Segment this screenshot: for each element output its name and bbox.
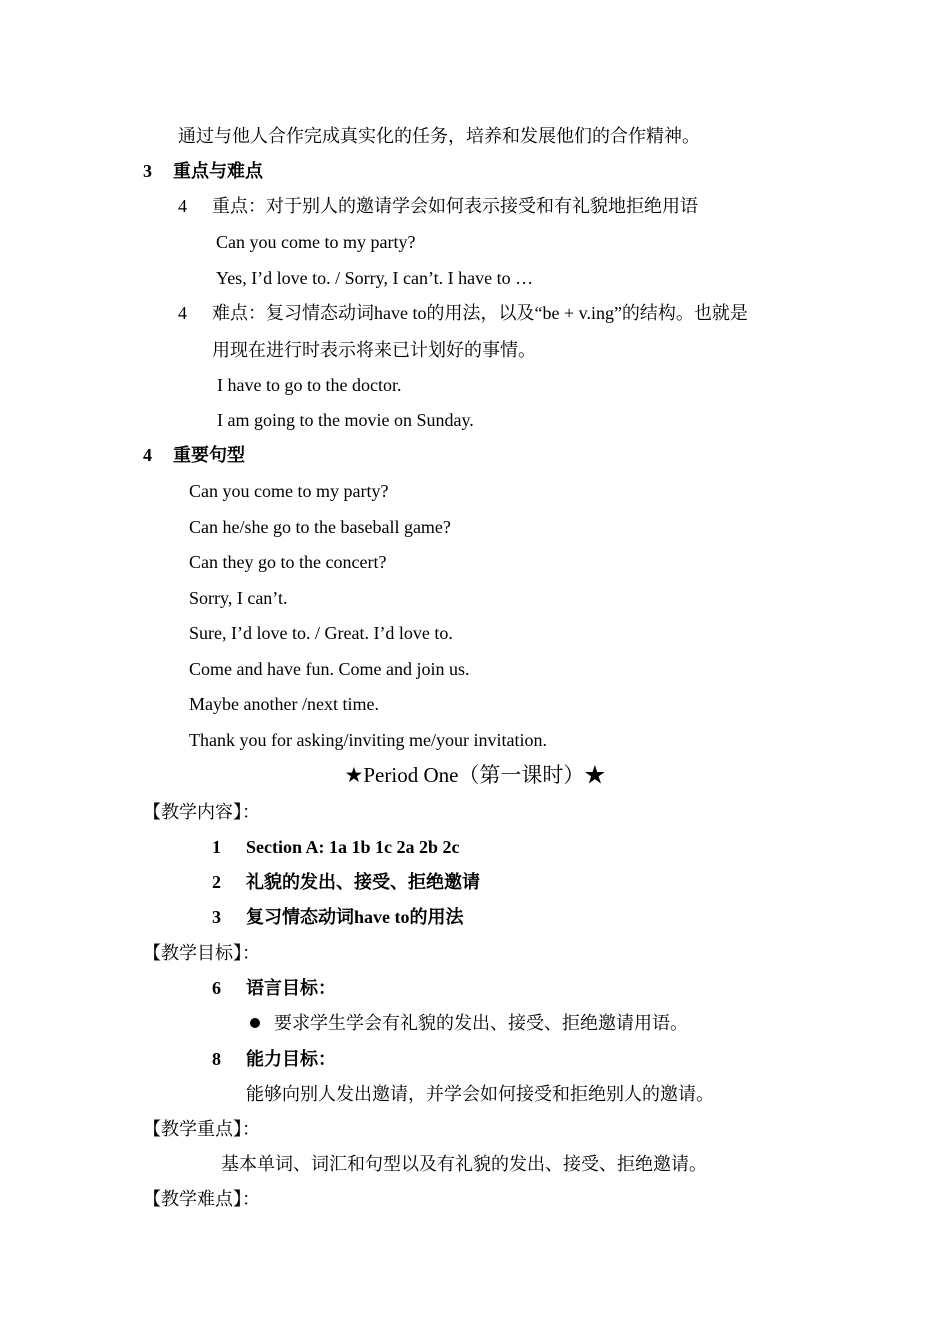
difficult-points-label: 【教学难点】： — [143, 1189, 260, 1209]
key-sentence: Maybe another /next time. — [189, 694, 379, 714]
section-title: 重点与难点 — [173, 161, 263, 181]
bullet-text: 要求学生学会有礼貌的发出、接受、拒绝邀请用语。 — [274, 1013, 688, 1033]
item-number: 6 — [212, 978, 221, 998]
goals-label: 【教学目标】： — [143, 943, 260, 963]
content-item — [212, 871, 480, 893]
item-number: 8 — [212, 1049, 221, 1069]
content-item-text: 复习情态动词have to的用法 — [246, 907, 464, 927]
section-4-heading — [143, 444, 245, 466]
example-sentence: Can you come to my party? — [216, 232, 416, 252]
content-label: 【教学内容】： — [143, 802, 260, 822]
content-item-text: Section A: 1a 1b 1c 2a 2b 2c — [246, 837, 460, 857]
difficulty-item — [178, 302, 748, 324]
key-points-text: 基本单词、词汇和句型以及有礼貌的发出、接受、拒绝邀请。 — [221, 1154, 707, 1174]
goal-title: 能力目标： — [246, 1049, 336, 1069]
section-title: 重要句型 — [173, 445, 245, 465]
content-item-text: 礼貌的发出、接受、拒绝邀请 — [246, 872, 480, 892]
item-number: 4 — [178, 196, 187, 216]
language-goal-heading — [212, 977, 336, 999]
ability-goal-heading — [212, 1048, 336, 1070]
key-sentence: Come and have fun. Come and join us. — [189, 659, 470, 679]
key-sentence: Can they go to the concert? — [189, 552, 387, 572]
period-title: ★Period One（第一课时）★ — [344, 763, 606, 787]
example-sentence: I am going to the movie on Sunday. — [217, 410, 474, 430]
item-number: 2 — [212, 872, 221, 892]
key-points-label: 【教学重点】： — [143, 1119, 260, 1139]
goal-title: 语言目标： — [246, 978, 336, 998]
focus-item — [178, 195, 698, 217]
key-sentence: Can he/she go to the baseball game? — [189, 517, 451, 537]
language-goal-bullet — [250, 1012, 688, 1034]
item-number: 1 — [212, 837, 221, 857]
focus-text: 重点：对于别人的邀请学会如何表示接受和有礼貌地拒绝用语 — [212, 196, 698, 216]
section-3-heading — [143, 160, 263, 182]
key-sentence: Sure, I’d love to. / Great. I’d love to. — [189, 623, 453, 643]
content-item — [212, 906, 464, 928]
example-sentence: Yes, I’d love to. / Sorry, I can’t. I have to … — [216, 268, 534, 288]
difficulty-text-line2: 用现在进行时表示将来已计划好的事情。 — [212, 340, 536, 360]
key-sentence: Can you come to my party? — [189, 481, 389, 501]
bullet-dot — [250, 1018, 260, 1028]
item-number: 4 — [178, 303, 187, 323]
intro-paragraph: 通过与他人合作完成真实化的任务，培养和发展他们的合作精神。 — [178, 126, 700, 146]
content-item — [212, 836, 460, 858]
section-number: 4 — [143, 445, 152, 465]
key-sentence: Sorry, I can’t. — [189, 588, 288, 608]
ability-goal-text: 能够向别人发出邀请，并学会如何接受和拒绝别人的邀请。 — [246, 1084, 714, 1104]
key-sentence: Thank you for asking/inviting me/your invitation. — [189, 730, 547, 750]
item-number: 3 — [212, 907, 221, 927]
section-number: 3 — [143, 161, 152, 181]
example-sentence: I have to go to the doctor. — [217, 375, 402, 395]
difficulty-text-line1: 难点：复习情态动词have to的用法，以及“be + v.ing”的结构。也就是 — [212, 303, 748, 323]
